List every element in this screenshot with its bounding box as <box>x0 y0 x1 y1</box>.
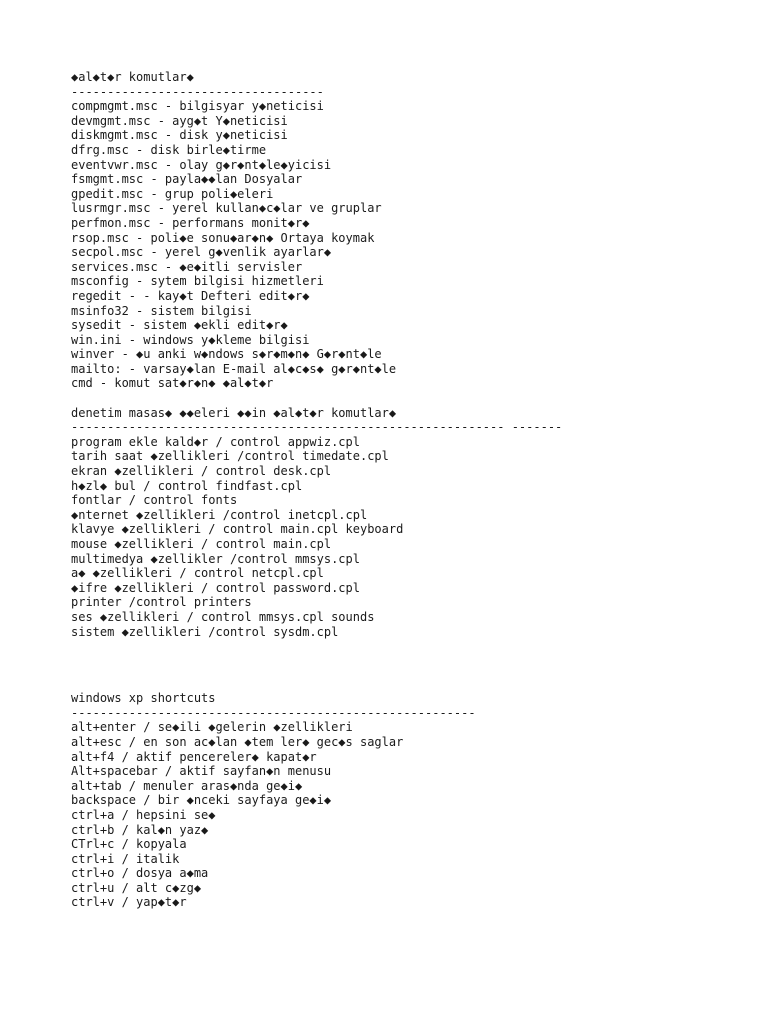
section-rule: ----------------------------------- <box>71 84 324 99</box>
list-item: ses ◆zellikleri / control mmsys.cpl sounds <box>71 609 375 624</box>
section-control-panel-commands <box>71 406 751 640</box>
list-item: msconfig - sytem bilgisi hizmetleri <box>71 274 324 289</box>
list-item: fsmgmt.msc - payla◆◆lan Dosyalar <box>71 172 303 187</box>
section-title: windows xp shortcuts <box>71 691 216 706</box>
list-item: diskmgmt.msc - disk y◆neticisi <box>71 128 288 143</box>
list-item: CTrl+c / kopyala <box>71 837 187 852</box>
document-body <box>71 70 751 910</box>
list-item: alt+esc / en son ac◆lan ◆tem ler◆ gec◆s saglar <box>71 734 404 749</box>
section-title: ◆al◆t◆r komutlar◆ <box>71 70 194 84</box>
section-rule: ------------------------------------------------------------ ------- <box>71 420 563 435</box>
list-item: compmgmt.msc - bilgisyar y◆neticisi <box>71 99 324 114</box>
section-title: denetim masas◆ ◆◆eleri ◆◆in ◆al◆t◆r komutlar◆ <box>71 405 397 420</box>
list-item: mailto: - varsay◆lan E-mail al◆c◆s◆ g◆r◆nt◆le <box>71 361 397 376</box>
list-item: program ekle kald◆r / control appwiz.cpl <box>71 434 360 449</box>
list-item: sysedit - sistem ◆ekli edit◆r◆ <box>71 318 288 333</box>
list-item: msinfo32 - sistem bilgisi <box>71 303 252 318</box>
list-item: ctrl+a / hepsini se◆ <box>71 807 216 822</box>
list-item: secpol.msc - yerel g◆venlik ayarlar◆ <box>71 245 332 260</box>
list-item: ◆ifre ◆zellikleri / control password.cpl <box>71 580 360 595</box>
list-item: ctrl+o / dosya a◆ma <box>71 866 209 881</box>
list-item: devmgmt.msc - ayg◆t Y◆neticisi <box>71 113 288 128</box>
list-item: dfrg.msc - disk birle◆tirme <box>71 142 267 157</box>
list-item: winver - ◆u anki w◆ndows s◆r◆m◆n◆ G◆r◆nt◆le <box>71 347 382 362</box>
spacer <box>71 391 751 406</box>
list-item: printer /control printers <box>71 595 252 610</box>
list-item: mouse ◆zellikleri / control main.cpl <box>71 537 332 551</box>
list-item: multimedya ◆zellikler /control mmsys.cpl <box>71 551 360 566</box>
list-item: tarih saat ◆zellikleri /control timedate.cpl <box>71 449 389 464</box>
list-item: alt+f4 / aktif pencereler◆ kapat◆r <box>71 749 317 764</box>
list-item: a◆ ◆zellikleri / control netcpl.cpl <box>71 566 324 581</box>
list-item: Alt+spacebar / aktif sayfan◆n menusu <box>71 764 332 779</box>
list-item: cmd - komut sat◆r◆n◆ ◆al◆t◆r <box>71 376 274 391</box>
list-item: gpedit.msc - grup poli◆eleri <box>71 186 274 201</box>
list-item: klavye ◆zellikleri / control main.cpl keyboard <box>71 522 404 537</box>
list-item: services.msc - ◆e◆itli servisler <box>71 259 303 274</box>
list-item: sistem ◆zellikleri /control sysdm.cpl <box>71 624 339 639</box>
list-item: ekran ◆zellikleri / control desk.cpl <box>71 464 332 479</box>
list-item: ctrl+i / italik <box>71 851 180 866</box>
section-xp-shortcuts <box>71 691 751 910</box>
list-item: win.ini - windows y◆kleme bilgisi <box>71 332 310 347</box>
list-item: lusrmgr.msc - yerel kullan◆c◆lar ve gruplar <box>71 201 382 216</box>
list-item: ctrl+v / yap◆t◆r <box>71 895 187 910</box>
list-item: alt+tab / menuler aras◆nda ge◆i◆ <box>71 778 303 793</box>
list-item: eventvwr.msc - olay g◆r◆nt◆le◆yicisi <box>71 157 332 172</box>
list-item: ctrl+u / alt c◆zg◆ <box>71 880 202 895</box>
list-item: rsop.msc - poli◆e sonu◆ar◆n◆ Ortaya koymak <box>71 230 375 245</box>
spacer <box>71 639 751 691</box>
list-item: perfmon.msc - performans monit◆r◆ <box>71 215 310 230</box>
list-item: h◆zl◆ bul / control findfast.cpl <box>71 478 303 493</box>
section-run-commands <box>71 70 751 391</box>
list-item: regedit - - kay◆t Defteri edit◆r◆ <box>71 288 310 303</box>
list-item: fontlar / control fonts <box>71 493 238 508</box>
list-item: ◆nternet ◆zellikleri /control inetcpl.cpl <box>71 507 368 522</box>
list-item: ctrl+b / kal◆n yaz◆ <box>71 822 209 837</box>
section-rule: -------------------------------------------------------- <box>71 705 476 720</box>
list-item: alt+enter / se◆ili ◆gelerin ◆zellikleri <box>71 720 353 735</box>
list-item: backspace / bir ◆nceki sayfaya ge◆i◆ <box>71 793 332 808</box>
